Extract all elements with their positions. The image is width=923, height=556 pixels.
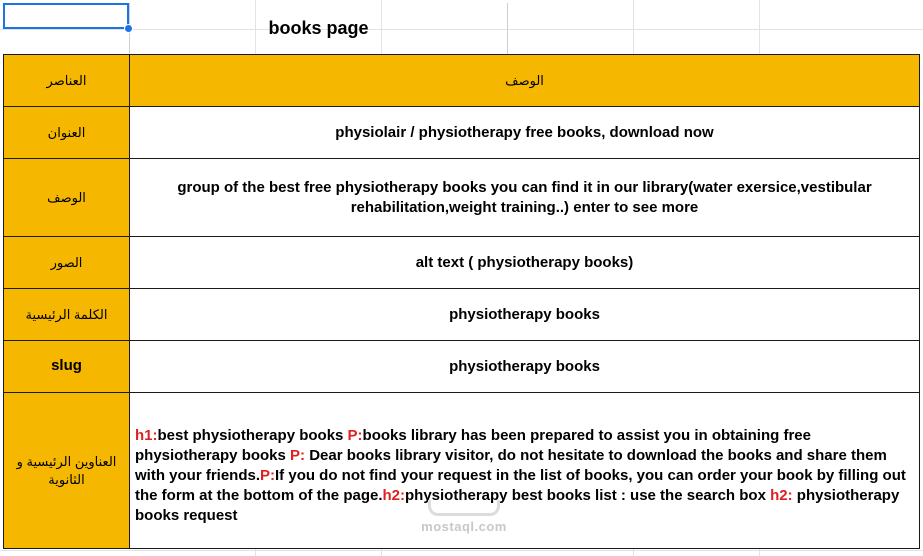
row-label-text: العناوين الرئيسية و الثانوية bbox=[16, 453, 117, 487]
row-value-cell[interactable] bbox=[129, 236, 920, 289]
p-text: books library has been prepared to assist you in obtaining free physiotherapy books bbox=[135, 426, 811, 464]
h1-text: best physiotherapy books bbox=[157, 426, 348, 444]
headings-text bbox=[135, 416, 911, 526]
p-tag: P: bbox=[290, 446, 306, 464]
row-value-text: group of the best free physiotherapy books you can find it in our library(water exersice,vestibular rehabilitation,weight training..) enter to see more bbox=[177, 178, 872, 216]
row-value-text: physiotherapy books bbox=[449, 305, 600, 323]
row-label-cell[interactable] bbox=[3, 288, 130, 341]
cell-selection[interactable] bbox=[3, 3, 129, 29]
row-value-text: alt text ( physiotherapy books) bbox=[415, 253, 634, 271]
row-label-text: العنوان bbox=[47, 124, 86, 140]
row-label-cell[interactable] bbox=[3, 106, 130, 159]
p-tag: P: bbox=[347, 426, 363, 444]
row-value-cell[interactable] bbox=[129, 106, 920, 159]
h2-tag: h2: bbox=[382, 486, 405, 504]
row-label-text: slug bbox=[51, 357, 82, 375]
row-value-cell[interactable] bbox=[129, 158, 920, 237]
p-tag: P: bbox=[260, 466, 276, 484]
fill-handle[interactable] bbox=[124, 24, 133, 33]
p-text: Dear books library visitor, do not hesitate to download the books and share them with your friends. bbox=[135, 446, 887, 484]
row-label-text: الوصف bbox=[47, 189, 86, 205]
h2-text: physiotherapy best books list : use the search box bbox=[405, 486, 771, 504]
row-label-cell[interactable] bbox=[3, 392, 130, 549]
header-value-cell[interactable] bbox=[129, 54, 920, 107]
page-title[interactable] bbox=[129, 3, 508, 54]
row-value-cell[interactable] bbox=[129, 340, 920, 393]
row-value-text: physiolair / physiotherapy free books, download now bbox=[335, 123, 714, 141]
row-label-text: الصور bbox=[50, 254, 83, 270]
h2-text: physiotherapy books request bbox=[135, 486, 900, 524]
h1-tag: h1: bbox=[135, 426, 158, 444]
row-value-text: physiotherapy books bbox=[449, 357, 600, 375]
row-label-cell[interactable] bbox=[3, 158, 130, 237]
page-title-text: books page bbox=[268, 18, 369, 38]
watermark-text: mostaql.com bbox=[421, 519, 507, 534]
gridline bbox=[0, 550, 923, 551]
headings-cell[interactable] bbox=[129, 392, 920, 549]
row-label-cell[interactable] bbox=[3, 236, 130, 289]
watermark-logo bbox=[428, 500, 500, 516]
row-label-text: الكلمة الرئيسية bbox=[25, 306, 108, 322]
header-value-text: الوصف bbox=[505, 72, 544, 88]
row-label-cell[interactable] bbox=[3, 340, 130, 393]
header-label-cell[interactable] bbox=[3, 54, 130, 107]
p-text: If you do not find your request in the list of books, you can order your book by filling out the form at the bottom of the page. bbox=[135, 466, 906, 504]
h2-tag: h2: bbox=[770, 486, 793, 504]
row-value-cell[interactable] bbox=[129, 288, 920, 341]
header-label-text: العناصر bbox=[46, 72, 87, 88]
